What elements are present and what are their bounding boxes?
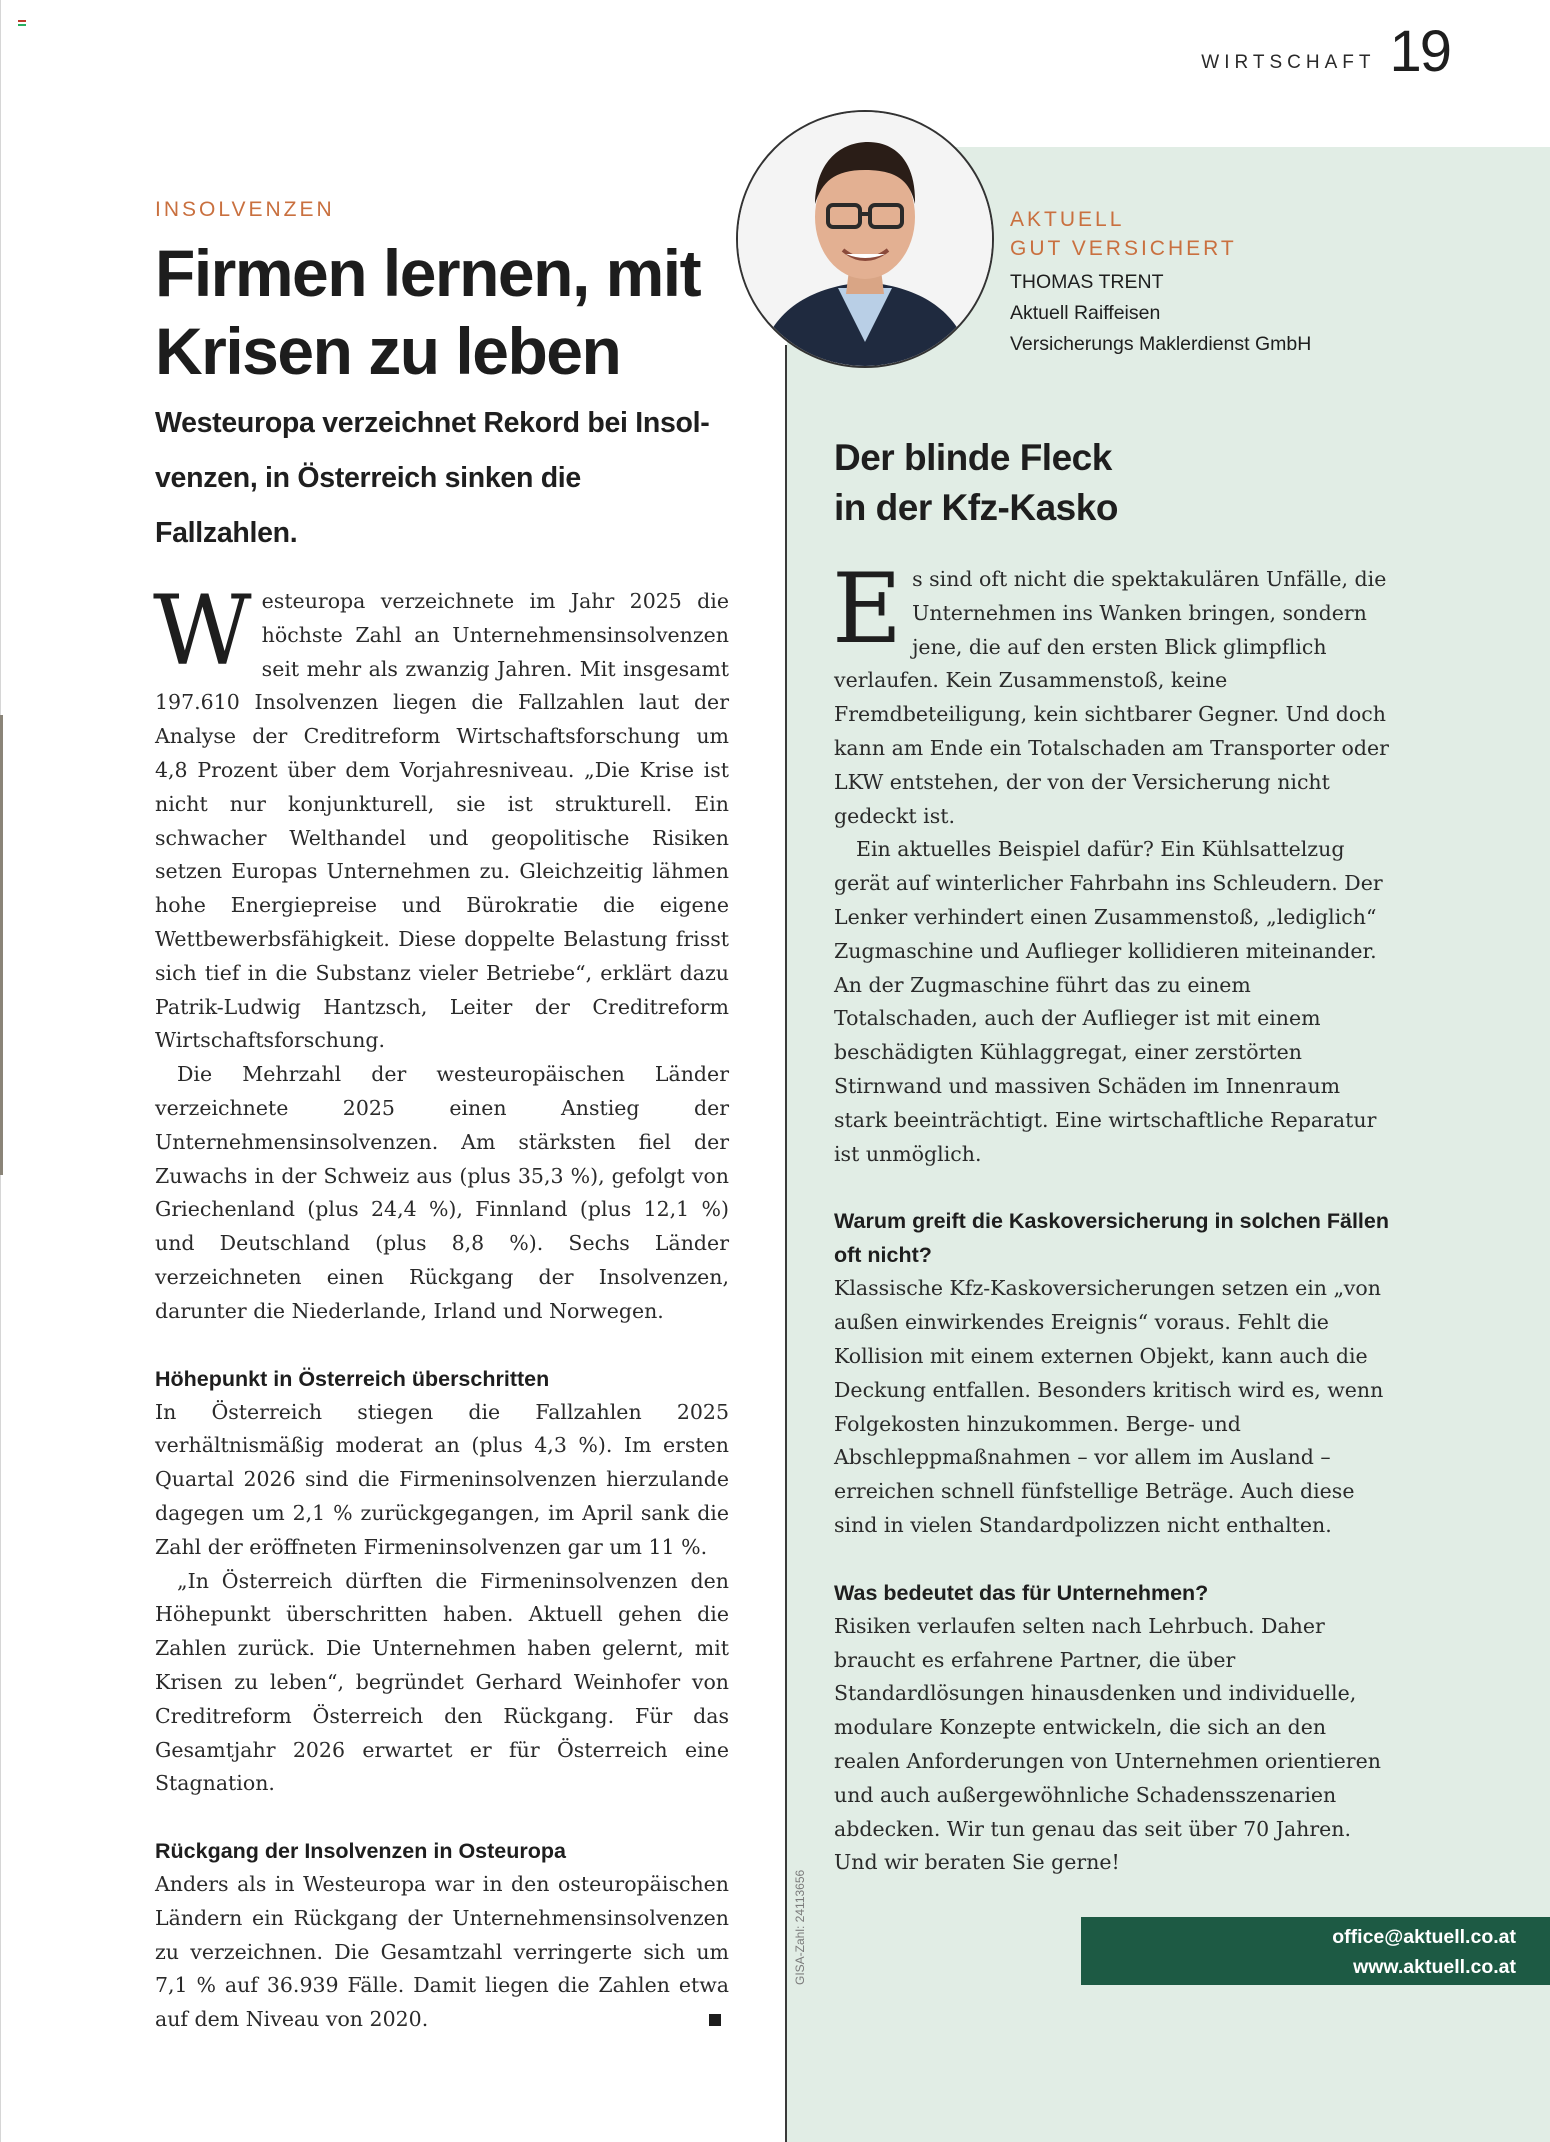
- right-article: [834, 433, 1389, 1880]
- subheading: Was bedeutet das für Unternehmen?: [834, 1580, 1209, 1605]
- paragraph-text: s sind oft nicht die spektakulären Unfälle, die Unternehmen ins Wanken bringen, sondern jene, die auf den ersten Blick glimpflich verlaufen. Kein Zusammenstoß, keine Fremdbeteiligung, kein sichtbarer Gegner. Und doch kann am Ende ein Totalschaden am Transporter oder LKW entstehen, der von der Versicherung nicht gedeckt ist.: [834, 567, 1389, 828]
- subhead-line-2: venzen, in Österreich sinken die Fallzahlen.: [155, 462, 581, 549]
- body-paragraph: Die Mehrzahl der westeuropäischen Länder verzeichnete 2025 einen Anstieg der Unternehmensinsolvenzen. Am stärksten fiel der Zuwachs in der Schweiz aus (plus 35,3 %), gefolgt von Griechenland (plus 24,4 %), Finnland (plus 12,1 %) und Deutschland (plus 8,8 %). Sechs Länder verzeichneten einen Rückgang der Insolvenzen, darunter die Niederlande, Irland und Norwegen.: [155, 1062, 729, 1323]
- body-paragraph: „In Österreich dürften die Firmeninsolvenzen den Höhepunkt überschritten haben. Aktuell gehen die Zahlen zurück. Die Unternehmen haben gelernt, mit Krisen zu leben“, begründet Gerhard Weinhofer von Creditreform Österreich den Rückgang. Für das Gesamtjahr 2026 erwartet er für Österreich eine Stagnation.: [155, 1568, 729, 1796]
- drop-cap: W: [153, 575, 252, 687]
- page-header: [1201, 18, 1450, 85]
- subheading: Rückgang der Insolvenzen in Osteuropa: [155, 1839, 566, 1864]
- contact-email-link[interactable]: office@aktuell.co.at: [1332, 1926, 1516, 1948]
- paragraph-text: esteuropa verzeichnete im Jahr 2025 die höchste Zahl an Unternehmensinsolvenzen seit mehr als zwanzig Jahren. Mit insgesamt 197.610 Insolvenzen liegen die Fallzahlen laut der Analyse der Creditreform Wirtschaftsforschung um 4,8 Prozent über dem Vorjahresniveau. „Die Krise ist nicht nur konjunkturell, sie ist strukturell. Ein schwacher Welthandel und geopolitische Risiken setzen Europas Unternehmen zu. Gleichzeitig lähmen hohe Energiepreise und Bürokratie die eigene Wettbewerbsfähigkeit. Diese doppelte Belastung frisst sich tief in die Substanz vieler Betriebe“, erklärt dazu Patrik-Ludwig Hantzsch, Leiter der Creditreform Wirtschaftsforschung.: [155, 589, 729, 1053]
- contact-box: [1081, 1917, 1550, 1985]
- headline-line-1: Firmen lernen, mit: [155, 236, 701, 310]
- column-headline-line-1: Der blinde Fleck: [834, 437, 1112, 478]
- body-paragraph: [153, 575, 729, 1058]
- column-body: [832, 553, 1389, 1880]
- subheading: Warum greift die Kaskoversicherung in solchen Fällen oft nicht?: [834, 1209, 1389, 1268]
- article-subhead: [155, 396, 729, 561]
- corner-mark-icon: [18, 20, 26, 28]
- subheading: Höhepunkt in Österreich überschritten: [155, 1366, 550, 1391]
- subhead-line-1: Westeuropa verzeichnet Rekord bei Insol-: [155, 407, 710, 439]
- contact-website-link[interactable]: www.aktuell.co.at: [1353, 1956, 1516, 1978]
- article-kicker: INSOLVENZEN: [155, 198, 335, 221]
- left-article: [155, 198, 729, 2037]
- headline-line-2: Krisen zu leben: [155, 314, 621, 388]
- body-paragraph: Ein aktuelles Beispiel dafür? Ein Kühlsattelzug gerät auf winterlicher Fahrbahn ins Schleudern. Der Lenker verhindert einen Zusammenstoß, „lediglich“ Zugmaschine und Auflieger kollidieren miteinander. An der Zugmaschine führt das zu einem Totalschaden, auch der Auflieger ist mit einem beschädigten Kühlaggregat, einer zerstörten Stirnwand und massiven Schäden im Innenraum stark beeinträchtigt. Eine wirtschaftliche Reparatur ist unmöglich.: [834, 837, 1383, 1166]
- column-headline: [834, 433, 1389, 533]
- page-number: 19: [1389, 19, 1450, 84]
- column-kicker: [1010, 205, 1490, 263]
- drop-cap: E: [832, 553, 903, 665]
- section-label: WIRTSCHAFT: [1201, 51, 1376, 73]
- article-body: [153, 575, 729, 2037]
- column-kicker-line-2: GUT VERSICHERT: [1010, 237, 1237, 260]
- gisa-number: GISA-Zahl: 24113656: [793, 1869, 807, 1985]
- article-headline: [155, 234, 729, 390]
- author-box: [1010, 205, 1490, 360]
- end-mark-icon: [709, 2014, 721, 2026]
- author-portrait: [736, 110, 994, 368]
- body-paragraph: [832, 553, 1389, 833]
- column-kicker-line-1: AKTUELL: [1010, 208, 1125, 231]
- body-paragraph: In Österreich stiegen die Fallzahlen 2025 verhältnismäßig moderat an (plus 4,3 %). Im ersten Quartal 2026 sind die Firmeninsolvenzen hierzulande dagegen um 2,1 % zurückgegangen, im April sank die Zahl der eröffneten Firmeninsolvenzen gar um 11 %.: [155, 1399, 729, 1559]
- page-edge-strip: [0, 715, 3, 1175]
- author-company-1: Aktuell Raiffeisen: [1010, 302, 1161, 324]
- portrait-illustration: [738, 112, 992, 366]
- author-company-2: Versicherungs Maklerdienst GmbH: [1010, 333, 1312, 355]
- column-divider: [785, 345, 787, 2142]
- body-paragraph: [155, 1868, 729, 2037]
- author-name: THOMAS TRENT: [1010, 271, 1164, 293]
- body-paragraph: Risiken verlaufen selten nach Lehrbuch. Daher braucht es erfahrene Partner, die über Standardlösungen hinausdenken und individuelle, modulare Konzepte entwickeln, die sich an den realen Anforderungen von Unternehmen orientieren und auch außergewöhnliche Schadensszenarien abdecken. Wir tun genau das seit über 70 Jahren. Und wir beraten Sie gerne!: [834, 1613, 1381, 1875]
- paragraph-text: Anders als in Westeuropa war in den osteuropäischen Ländern ein Rückgang der Unternehmensinsolvenzen zu verzeichnen. Die Gesamtzahl verringerte sich um 7,1 % auf 36.939 Fälle. Damit liegen die Zahlen etwa auf dem Niveau von 2020.: [155, 1872, 729, 2032]
- column-headline-line-2: in der Kfz-Kasko: [834, 487, 1118, 528]
- body-paragraph: Klassische Kfz-Kaskoversicherungen setzen ein „von außen einwirkendes Ereignis“ voraus. Fehlt die Kollision mit einem externen Objekt, kann auch die Deckung entfallen. Besonders kritisch wird es, wenn Folgekosten hinzukommen. Berge- und Abschleppmaßnahmen – vor allem im Ausland – erreichen schnell fünfstellige Beträge. Auch diese sind in vielen Standardpolizzen nicht enthalten.: [834, 1276, 1384, 1537]
